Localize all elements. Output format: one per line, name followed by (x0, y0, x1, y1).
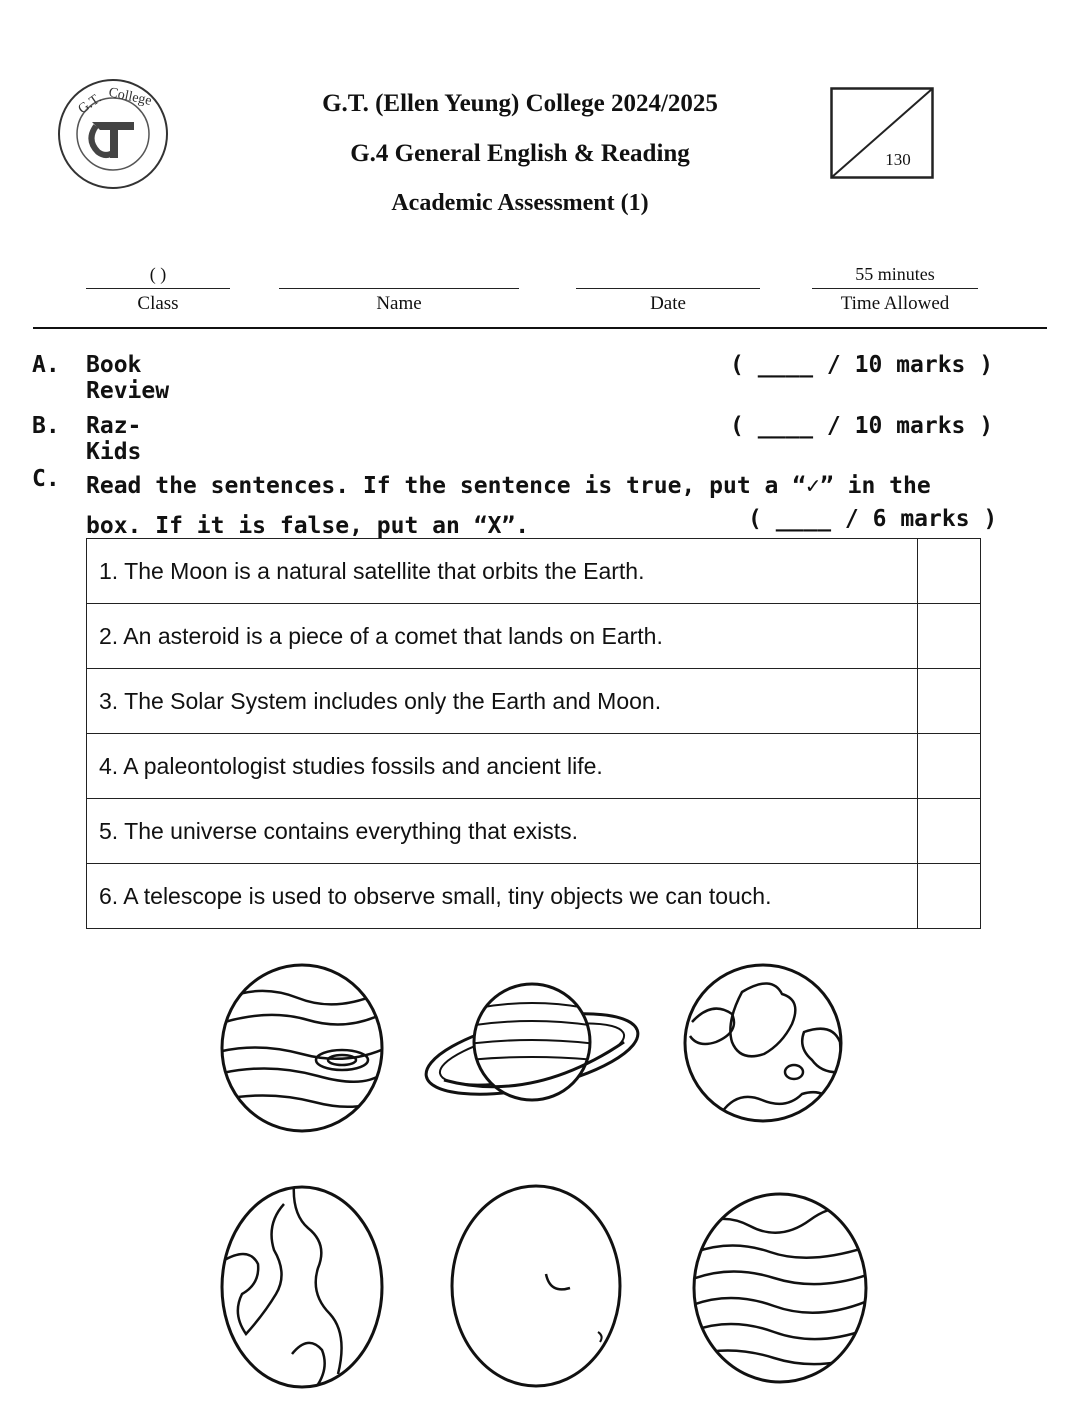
true-false-table (86, 538, 981, 929)
spotted-planet-icon (682, 962, 844, 1124)
statement-text: 1. The Moon is a natural satellite that orbits the Earth. (87, 539, 918, 604)
section-title: Book Review (86, 352, 170, 404)
answer-box[interactable] (918, 669, 981, 734)
section-letter: C. (32, 466, 60, 492)
answer-box[interactable] (918, 734, 981, 799)
statement-text: 3. The Solar System includes only the Earth and Moon. (87, 669, 918, 734)
svg-text:G.T.: G.T. (75, 90, 105, 118)
college-logo (52, 78, 174, 190)
section-instructions: Read the sentences. If the sentence is true, put a “✓” in the box. If it is false, put an “X”. (86, 473, 931, 539)
statement-text: 2. An asteroid is a piece of a comet that lands on Earth. (87, 604, 918, 669)
ringed-planet-icon (418, 980, 646, 1112)
school-title: G.T. (Ellen Yeung) College 2024/2025 (322, 90, 718, 117)
time-field (812, 262, 978, 315)
table-row (87, 539, 981, 604)
section-marks: ( ____ / 6 marks ) (748, 506, 998, 532)
statement-text: 4. A paleontologist studies fossils and ancient life. (87, 734, 918, 799)
header-divider (33, 327, 1047, 329)
section-letter: A. (32, 352, 60, 378)
class-number: ( ) (149, 264, 167, 284)
time-value: 55 minutes (855, 264, 935, 284)
subject-title: G.4 General English & Reading (350, 140, 690, 167)
date-label: Date (650, 293, 686, 314)
statement-text: 5. The universe contains everything that exists. (87, 799, 918, 864)
date-field[interactable] (576, 262, 760, 315)
earth-planet-icon (218, 1184, 386, 1390)
table-row (87, 734, 981, 799)
svg-text:College: College (107, 85, 153, 109)
name-field[interactable] (279, 262, 519, 315)
section-letter: B. (32, 413, 60, 439)
answer-box[interactable] (918, 539, 981, 604)
moon-icon (448, 1182, 624, 1390)
answer-box[interactable] (918, 864, 981, 929)
table-row (87, 669, 981, 734)
class-label: Class (137, 293, 179, 314)
striped-planet-icon (218, 962, 386, 1134)
total-score: 130 (885, 150, 911, 169)
answer-box[interactable] (918, 799, 981, 864)
class-field[interactable] (86, 262, 230, 315)
assessment-title: Academic Assessment (1) (391, 190, 649, 216)
table-row (87, 604, 981, 669)
time-label: Time Allowed (840, 293, 950, 314)
answer-box[interactable] (918, 604, 981, 669)
table-row (87, 799, 981, 864)
wavy-planet-icon (690, 1190, 870, 1386)
name-label: Name (376, 293, 422, 314)
table-row (87, 864, 981, 929)
statement-text: 6. A telescope is used to observe small, tiny objects we can touch. (87, 864, 918, 929)
section-title: Raz-Kids (86, 413, 142, 465)
section-marks: ( ____ / 10 marks ) (730, 352, 994, 378)
section-marks: ( ____ / 10 marks ) (730, 413, 994, 439)
